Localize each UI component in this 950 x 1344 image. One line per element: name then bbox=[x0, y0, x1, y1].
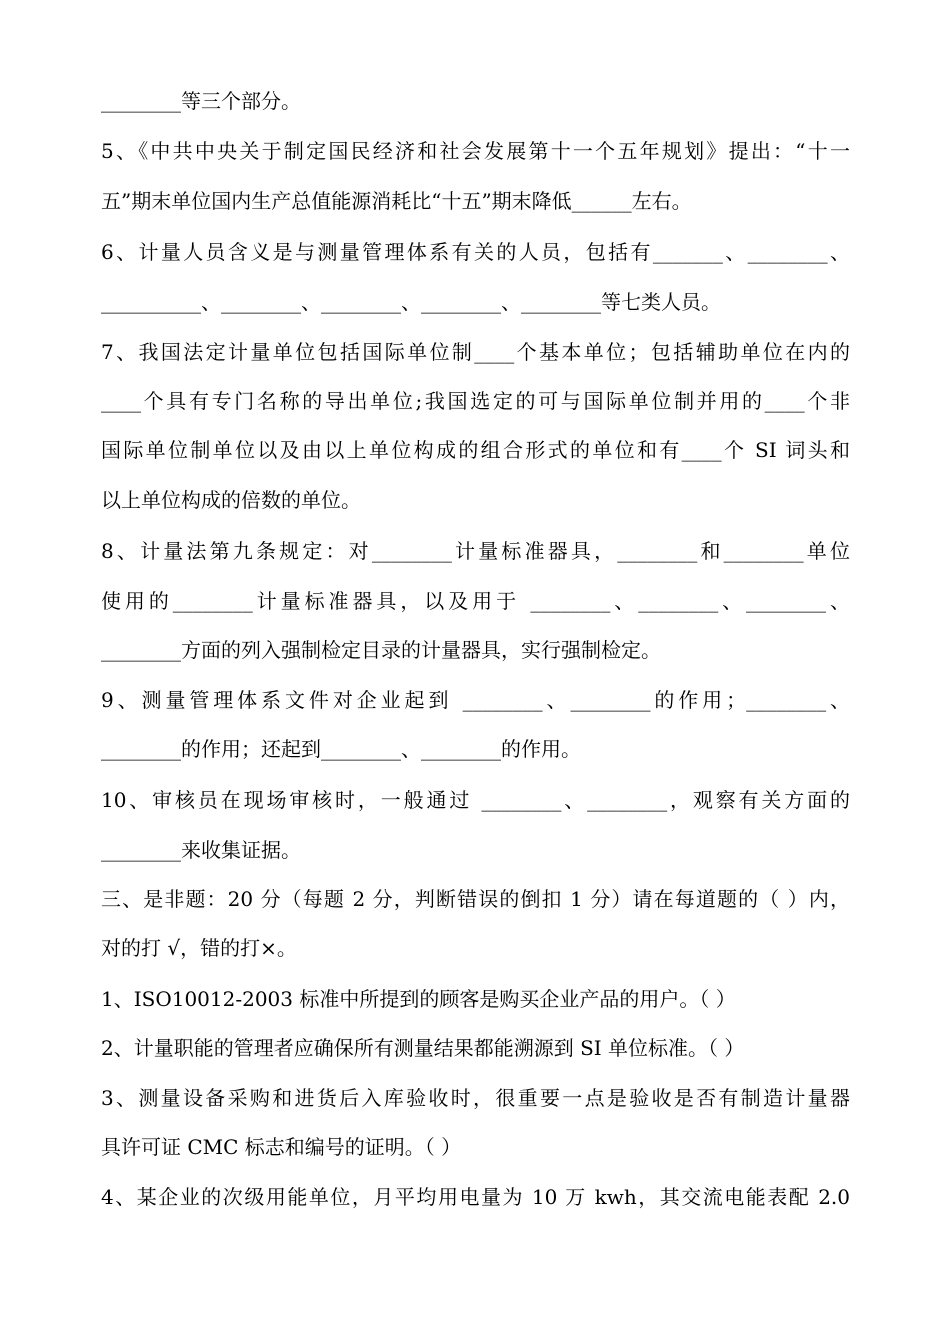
section-heading: 三、是非题：20 分（每题 2 分，判断错误的倒扣 1 分）请在每道题的（ ）内， bbox=[101, 887, 850, 911]
text-line: 6、计量人员含义是与测量管理体系有关的人员，包括有_______、________、 bbox=[101, 240, 850, 264]
text-line: 5、《中共中央关于制定国民经济和社会发展第十一个五年规划》提出：“十一 bbox=[101, 139, 850, 163]
text-line: 具许可证 CMC 标志和编号的证明。（ ） bbox=[101, 1135, 462, 1159]
text-line: ________来收集证据。 bbox=[101, 838, 301, 862]
text-line: 2、计量职能的管理者应确保所有测量结果都能溯源到 SI 单位标准。（ ） bbox=[101, 1036, 745, 1060]
text-line: 8、计量法第九条规定：对________计量标准器具，________和________单位 bbox=[101, 539, 850, 563]
text-line: 1、ISO10012-2003 标准中所提到的顾客是购买企业产品的用户。（ ） bbox=[101, 987, 736, 1011]
text-line: 4、某企业的次级用能单位，月平均用电量为 10 万 kwh，其交流电能表配 2.0 bbox=[101, 1185, 850, 1209]
text-line: 使用的________计量标准器具，以及用于 ________、________、________、 bbox=[101, 589, 850, 613]
text-line: 9、测量管理体系文件对企业起到 ________、________的作用；________、 bbox=[101, 688, 850, 712]
text-line: 对的打 √，错的打×。 bbox=[101, 936, 297, 960]
text-line: 五”期末单位国内生产总值能源消耗比“十五”期末降低______左右。 bbox=[101, 189, 692, 213]
text-line: ________的作用；还起到________、________的作用。 bbox=[101, 737, 581, 761]
text-line: ____个具有专门名称的导出单位;我国选定的可与国际单位制并用的____个非 bbox=[101, 389, 850, 413]
text-line: 以上单位构成的倍数的单位。 bbox=[101, 488, 361, 512]
text-line: 国际单位制单位以及由以上单位构成的组合形式的单位和有____个 SI 词头和 bbox=[101, 438, 850, 462]
text-line: 3、测量设备采购和进货后入库验收时，很重要一点是验收是否有制造计量器 bbox=[101, 1086, 850, 1110]
text-line: 10、审核员在现场审核时，一般通过 ________、________，观察有关方面的 bbox=[101, 788, 850, 812]
text-line: ________方面的列入强制检定目录的计量器具，实行强制检定。 bbox=[101, 638, 661, 662]
text-line: 7、我国法定计量单位包括国际单位制____个基本单位；包括辅助单位在内的 bbox=[101, 340, 850, 364]
text-line: ________等三个部分。 bbox=[101, 89, 301, 113]
text-line: __________、________、________、________、________等七类人员。 bbox=[101, 290, 721, 314]
